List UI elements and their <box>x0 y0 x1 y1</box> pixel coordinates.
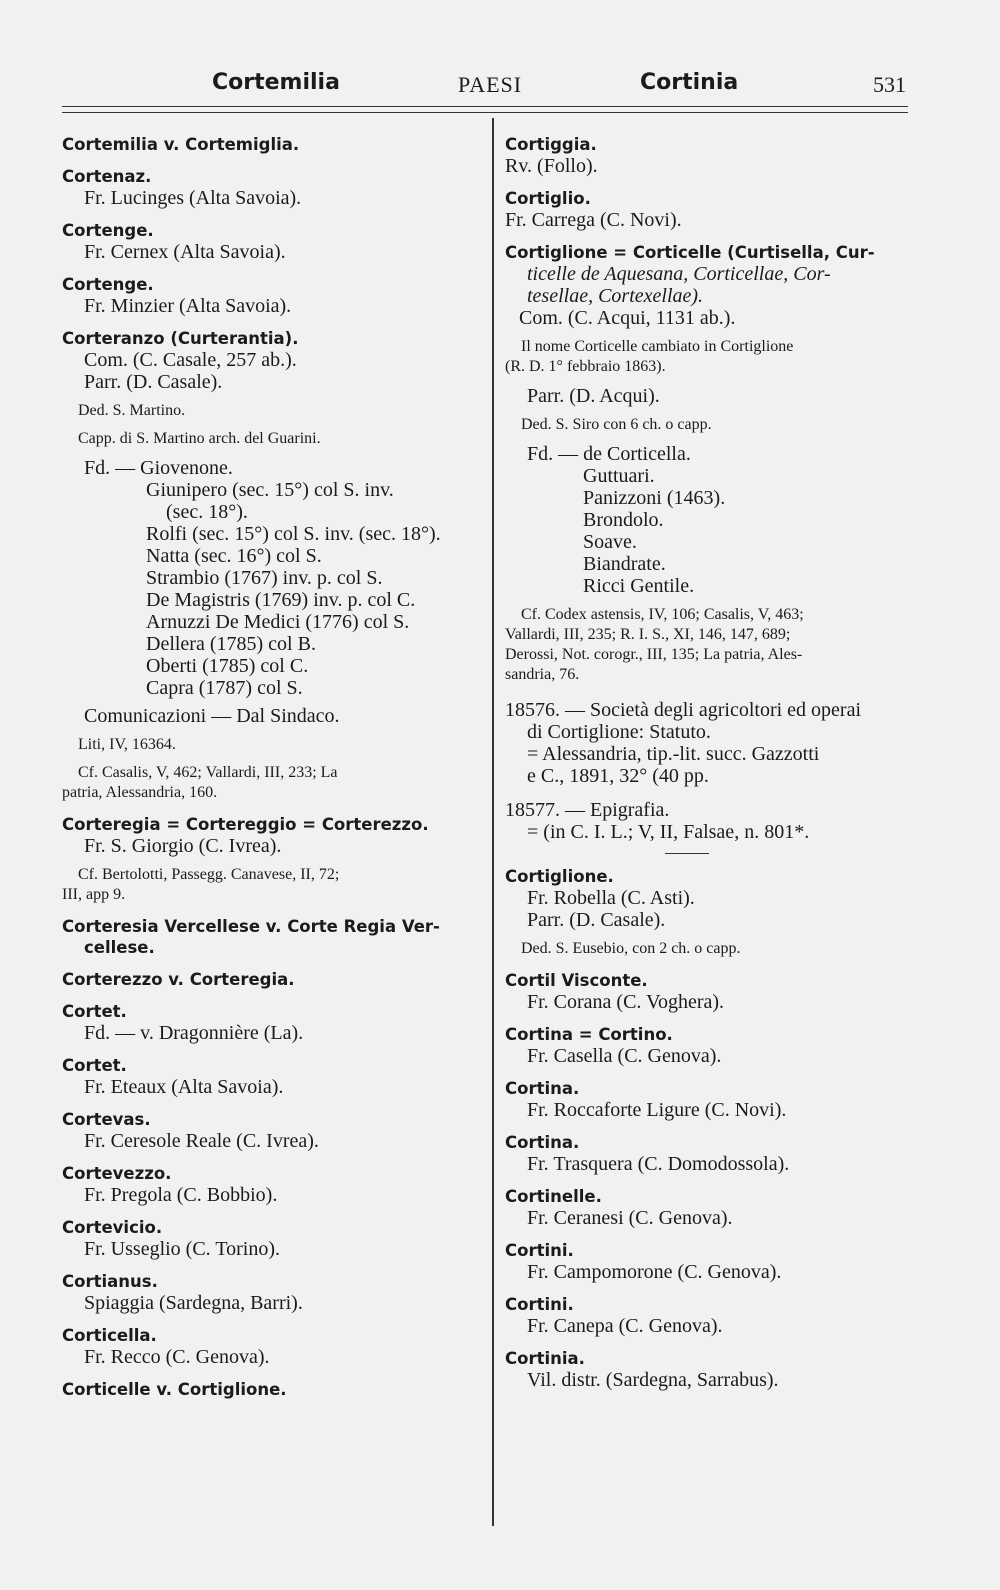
entry-line: Com. (C. Casale, 257 ab.). <box>84 349 297 371</box>
entry-headword: Cortina. <box>505 1079 580 1098</box>
entry-headword-cont: ticelle de Aquesana, Corticellae, Cor- <box>527 263 831 285</box>
entry <box>62 1271 482 1314</box>
entry-headword: Cortina. <box>505 1133 580 1152</box>
family-line: Guttuari. <box>583 465 655 487</box>
entry-headword: Cortina = Cortino. <box>505 1025 673 1044</box>
family-line: Ricci Gentile. <box>583 575 695 597</box>
bibliography-item: 18577. — Epigrafia. <box>505 799 670 821</box>
family-line: Biandrate. <box>583 553 666 575</box>
section-separator <box>665 853 709 854</box>
entry-line: Parr. (D. Casale). <box>84 371 223 393</box>
family-line: Panizzoni (1463). <box>583 487 726 509</box>
entry <box>62 969 482 990</box>
entry-line: Rv. (Follo). <box>505 155 598 177</box>
entry-line: Fr. Usseglio (C. Torino). <box>84 1238 281 1260</box>
entry-line: Parr. (D. Acqui). <box>527 385 660 407</box>
entry <box>505 1132 910 1175</box>
entry-line: Fd. — v. Dragonnière (La). <box>84 1022 304 1044</box>
dedication-note: Ded. S. Siro con 6 ch. o capp. <box>521 416 712 433</box>
cf-reference: Derossi, Not. corogr., III, 135; La patria, Ales- <box>505 646 803 663</box>
entry-line: Fr. Roccaforte Ligure (C. Novi). <box>527 1099 787 1121</box>
entry-line: Fr. Trasquera (C. Domodossola). <box>527 1153 790 1175</box>
cf-reference: patria, Alessandria, 160. <box>62 784 218 801</box>
entry-headword: Cortenge. <box>62 221 154 240</box>
header-rule <box>62 106 908 113</box>
entry-headword: Cortevezzo. <box>62 1164 172 1183</box>
entry <box>62 1163 482 1206</box>
entry-line: Fr. Recco (C. Genova). <box>84 1346 270 1368</box>
entry-line: Fr. Lucinges (Alta Savoia). <box>84 187 302 209</box>
entry-headword: Cortil Visconte. <box>505 971 648 990</box>
entry-line: Fr. Cernex (Alta Savoia). <box>84 241 286 263</box>
family-line: Soave. <box>583 531 637 553</box>
family-line: Natta (sec. 16°) col S. <box>146 545 322 567</box>
entry-headword: Cortiggia. <box>505 135 597 154</box>
entry-headword: Cortenaz. <box>62 167 152 186</box>
entry <box>62 814 482 905</box>
entry <box>62 916 482 958</box>
entry <box>62 1001 482 1044</box>
header-right-word: Cortinia <box>640 70 739 95</box>
entry <box>505 1186 910 1229</box>
entry <box>505 970 910 1013</box>
feudal-line: Fd. — de Corticella. <box>527 443 691 465</box>
cf-reference: Cf. Codex astensis, IV, 106; Casalis, V, 463; <box>521 606 804 623</box>
family-line: Capra (1787) col S. <box>146 677 303 699</box>
header-section: PAESI <box>458 72 523 97</box>
entry-line: Fr. Canepa (C. Genova). <box>527 1315 723 1337</box>
entry-line: Fr. Eteaux (Alta Savoia). <box>84 1076 284 1098</box>
cf-reference: Cf. Bertolotti, Passegg. Canavese, II, 72; <box>78 866 340 883</box>
family-line: Giunipero (sec. 15°) col S. inv. <box>146 479 394 501</box>
family-line: Strambio (1767) inv. p. col S. <box>146 567 383 589</box>
column-divider <box>492 118 494 1526</box>
entry <box>62 274 482 317</box>
cf-reference: III, app 9. <box>62 886 126 903</box>
entry <box>62 1217 482 1260</box>
dedication-note: Ded. S. Martino. <box>78 402 186 419</box>
entry-headword: Cortini. <box>505 1295 574 1314</box>
cf-reference: sandria, 76. <box>505 666 580 683</box>
dedication-note: Ded. S. Eusebio, con 2 ch. o capp. <box>521 940 741 957</box>
family-line: Arnuzzi De Medici (1776) col S. <box>146 611 410 633</box>
bibliography-item: e C., 1891, 32° (40 pp. <box>527 765 709 787</box>
family-line: Rolfi (sec. 15°) col S. inv. (sec. 18°). <box>146 523 441 545</box>
entry <box>62 134 482 155</box>
entry <box>62 1109 482 1152</box>
family-line: (sec. 18°). <box>166 501 248 523</box>
chapel-note: Capp. di S. Martino arch. del Guarini. <box>78 430 321 447</box>
entry <box>62 1325 482 1368</box>
entry-line: Fr. Campomorone (C. Genova). <box>527 1261 782 1283</box>
entry-headword: Corteregia = Cortereggio = Corterezzo. <box>62 815 429 834</box>
page-number: 531 <box>873 72 906 97</box>
entry-headword: Cortevas. <box>62 1110 151 1129</box>
entry <box>505 1024 910 1067</box>
entry <box>505 134 910 177</box>
family-line: Dellera (1785) col B. <box>146 633 316 655</box>
entry <box>62 220 482 263</box>
family-line: Brondolo. <box>583 509 664 531</box>
entry <box>505 1078 910 1121</box>
bibliography-item: di Cortiglione: Statuto. <box>527 721 711 743</box>
entry-headword: Cortevicio. <box>62 1218 163 1237</box>
entry-headword: Cortiglio. <box>505 189 591 208</box>
entry-headword: Cortiglione. <box>505 867 614 886</box>
entry-headword: Cortenge. <box>62 275 154 294</box>
entry-line: Fr. Pregola (C. Bobbio). <box>84 1184 278 1206</box>
name-change-note: (R. D. 1° febbraio 1863). <box>505 358 666 375</box>
entry-headword: Corterezzo v. Corteregia. <box>62 970 295 989</box>
entry-headword: Corticella. <box>62 1326 157 1345</box>
left-column <box>62 134 482 1411</box>
cf-reference: Cf. Casalis, V, 462; Vallardi, III, 233; La <box>78 764 338 781</box>
bibliography-item: = Alessandria, tip.-lit. succ. Gazzotti <box>527 743 820 765</box>
entry-headword-cont: tesellae, Cortexellae). <box>527 285 704 307</box>
running-head <box>60 70 906 100</box>
entry <box>505 1294 910 1337</box>
entry-line: Fr. Casella (C. Genova). <box>527 1045 722 1067</box>
entry-line: Com. (C. Acqui, 1131 ab.). <box>519 307 736 329</box>
bibliography-item: = (in C. I. L.; V, II, Falsae, n. 801*. <box>527 821 810 843</box>
entry-line: Fr. Ceranesi (C. Genova). <box>527 1207 733 1229</box>
feudal-line: Fd. — Giovenone. <box>84 457 233 479</box>
entry-line: Parr. (D. Casale). <box>527 909 666 931</box>
entry-headword: Cortemilia v. Cortemiglia. <box>62 135 300 154</box>
entry-headword: Corteranzo (Curterantia). <box>62 329 299 348</box>
bibliography-item: 18576. — Società degli agricoltori ed operai <box>505 699 862 721</box>
entry-headword: Cortinelle. <box>505 1187 602 1206</box>
entry <box>505 242 910 854</box>
header-left-word: Cortemilia <box>212 70 340 95</box>
entry-line: Fr. Robella (C. Asti). <box>527 887 695 909</box>
entry <box>62 166 482 209</box>
entry <box>505 188 910 231</box>
name-change-note: Il nome Corticelle cambiato in Cortiglione <box>521 338 794 355</box>
entry <box>505 1240 910 1283</box>
entry-line: Fr. Ceresole Reale (C. Ivrea). <box>84 1130 319 1152</box>
entry <box>62 1055 482 1098</box>
entry-headword: Corteresia Vercellese v. Corte Regia Ver- <box>62 917 440 936</box>
entry-headword: Cortini. <box>505 1241 574 1260</box>
right-column <box>505 134 910 1402</box>
entry-headword: Cortet. <box>62 1002 127 1021</box>
family-line: Oberti (1785) col C. <box>146 655 309 677</box>
entry <box>62 328 482 803</box>
entry <box>62 1379 482 1400</box>
entry-headword-cont: cellese. <box>84 938 155 957</box>
entry-headword: Corticelle v. Cortiglione. <box>62 1380 287 1399</box>
entry <box>505 1348 910 1391</box>
cf-reference: Vallardi, III, 235; R. I. S., XI, 146, 147, 689; <box>505 626 791 643</box>
entry-headword: Cortet. <box>62 1056 127 1075</box>
entry <box>505 866 910 959</box>
entry-line: Vil. distr. (Sardegna, Sarrabus). <box>527 1369 779 1391</box>
entry-line: Fr. Minzier (Alta Savoia). <box>84 295 292 317</box>
entry-headword: Cortinia. <box>505 1349 585 1368</box>
entry-line: Spiaggia (Sardegna, Barri). <box>84 1292 303 1314</box>
family-line: De Magistris (1769) inv. p. col C. <box>146 589 416 611</box>
entry-headword: Cortianus. <box>62 1272 158 1291</box>
entry-line: Fr. Carrega (C. Novi). <box>505 209 682 231</box>
entry-line: Fr. Corana (C. Voghera). <box>527 991 725 1013</box>
communications-line: Comunicazioni — Dal Sindaco. <box>84 705 340 727</box>
liti-reference: Liti, IV, 16364. <box>78 736 176 753</box>
entry-headword: Cortiglione = Corticelle (Curtisella, Cur- <box>505 243 875 262</box>
entry-line: Fr. S. Giorgio (C. Ivrea). <box>84 835 282 857</box>
